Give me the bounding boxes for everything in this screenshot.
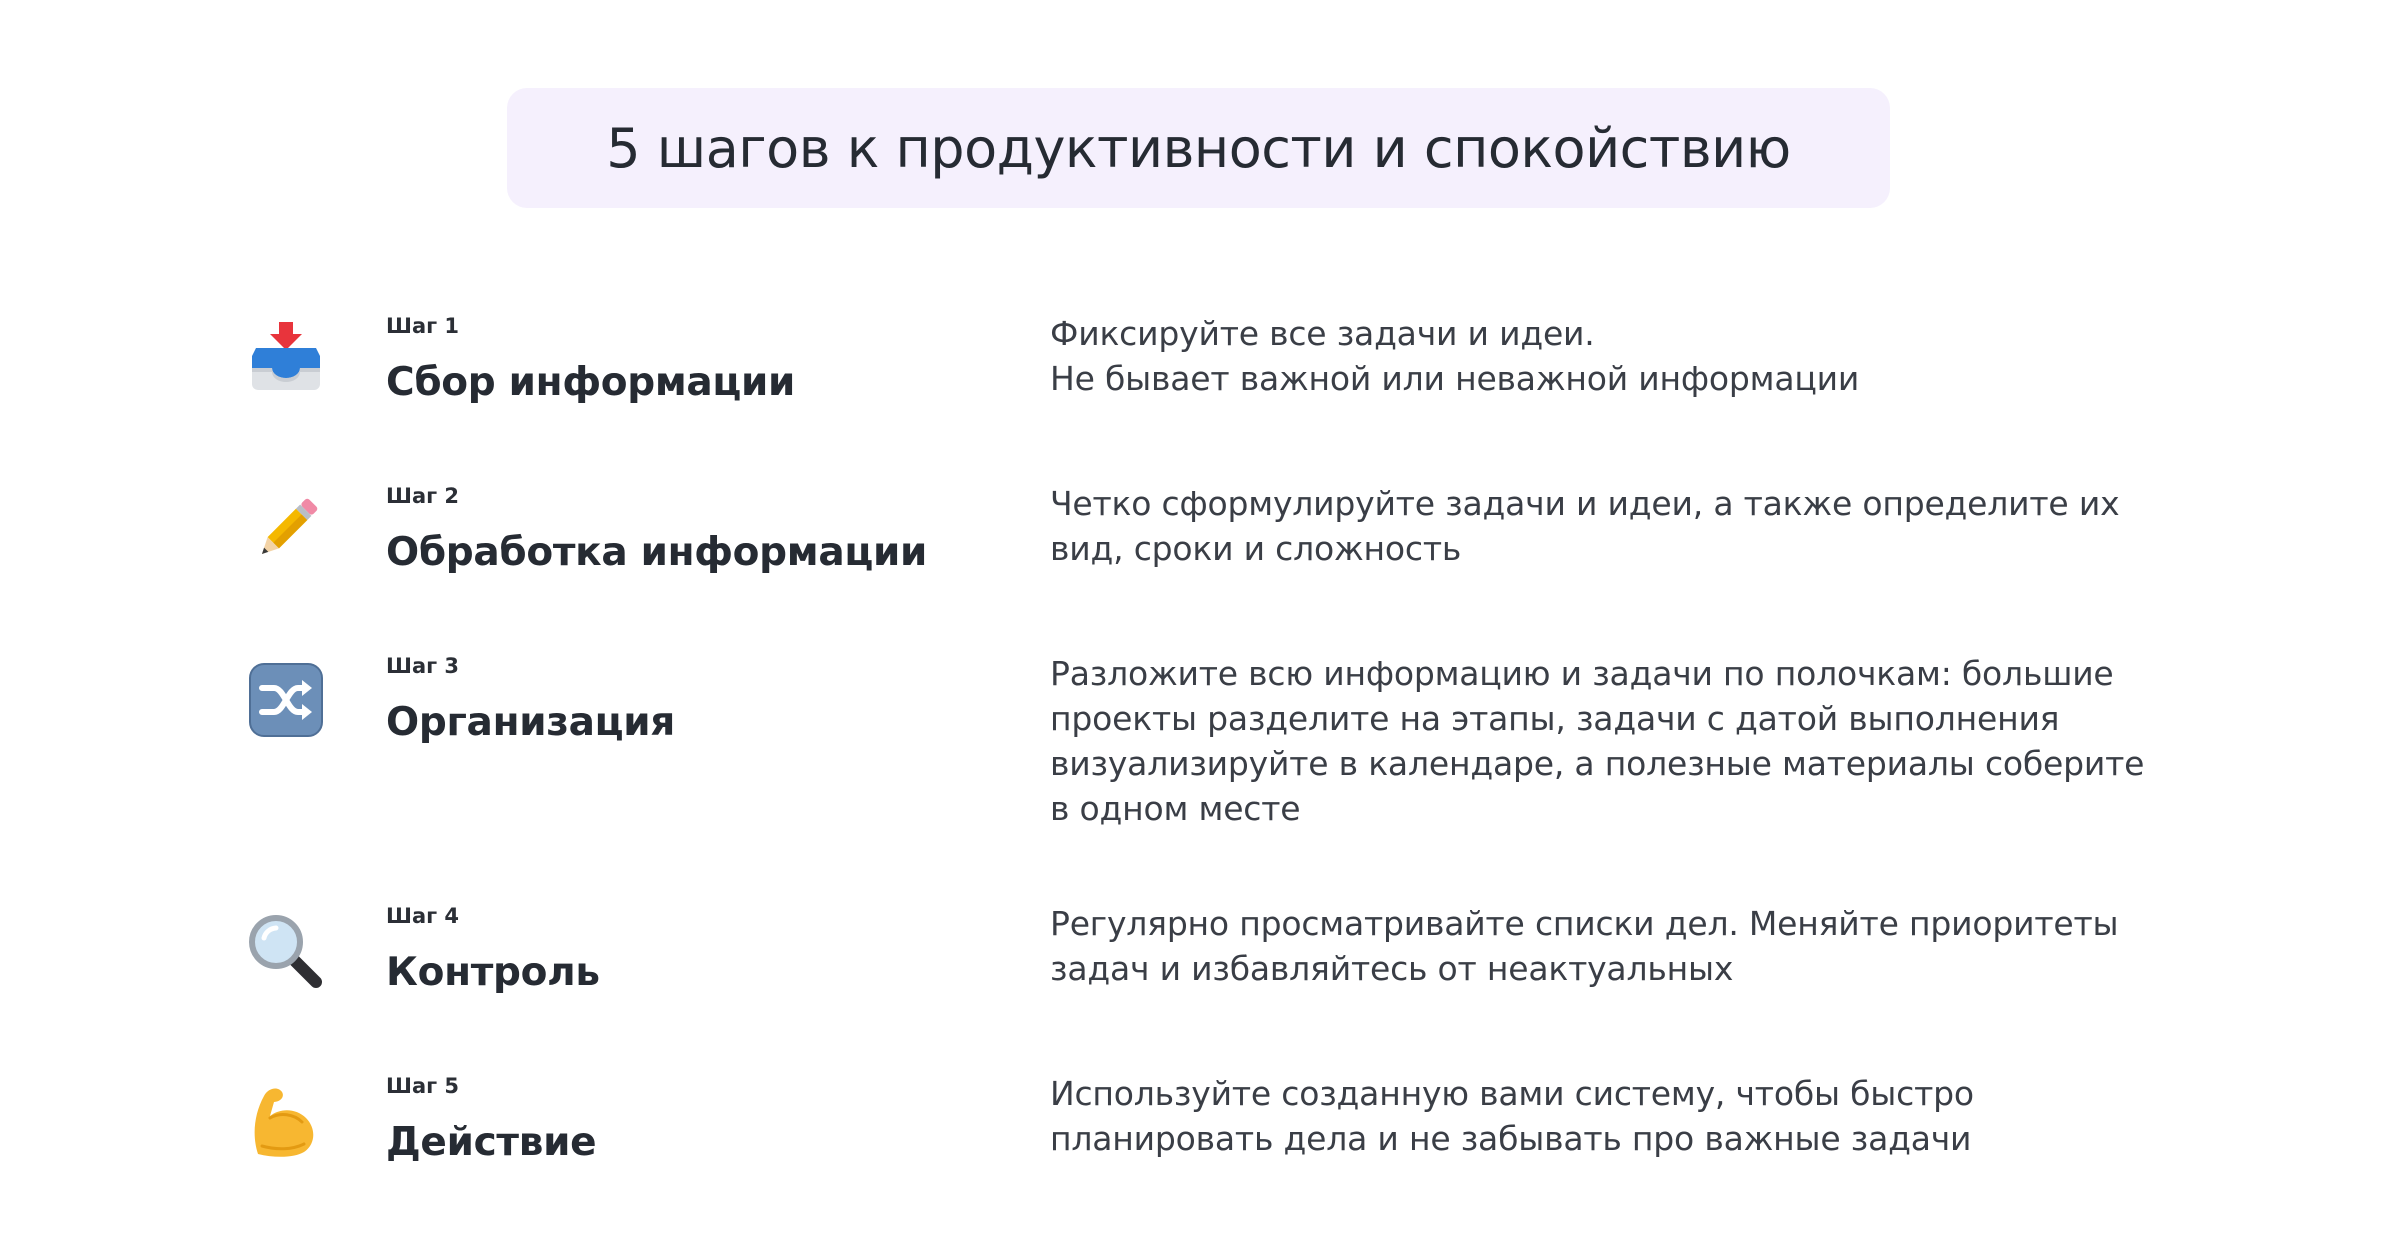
step-number: Шаг 5 xyxy=(386,1074,460,1098)
step-number: Шаг 1 xyxy=(386,314,460,338)
step-description: Используйте созданную вами систему, чтобы быстро планировать дела и не забывать про важные задачи xyxy=(1050,1074,1974,1158)
shuffle-icon xyxy=(246,660,326,740)
step-number: Шаг 2 xyxy=(386,484,460,508)
inbox-tray-icon xyxy=(246,318,326,398)
step-name: Обработка информации xyxy=(386,530,928,575)
page-title: 5 шагов к продуктивности и спокойствию xyxy=(606,116,1791,180)
step-name: Действие xyxy=(386,1120,597,1165)
step-name: Контроль xyxy=(386,950,600,995)
step-description: Фиксируйте все задачи и идеи. Не бывает важной или неважной информации xyxy=(1050,314,1860,398)
flexed-biceps-icon xyxy=(246,1080,326,1160)
step-number: Шаг 3 xyxy=(386,654,460,678)
step-number: Шаг 4 xyxy=(386,904,460,928)
pencil-icon xyxy=(246,490,326,570)
step-description: Четко сформулируйте задачи и идеи, а также определите их вид, сроки и сложность xyxy=(1050,484,2120,568)
magnifying-glass-icon xyxy=(246,912,326,992)
step-description: Разложите всю информацию и задачи по полочкам: большие проекты разделите на этапы, задачи с датой выполнения визуализируйте в календаре, а полезные материалы соберите в одном месте xyxy=(1050,654,2145,828)
title-banner xyxy=(507,88,1890,208)
step-name: Сбор информации xyxy=(386,360,796,405)
step-description: Регулярно просматривайте списки дел. Меняйте приоритеты задач и избавляйтесь от неактуальных xyxy=(1050,904,2119,988)
step-name: Организация xyxy=(386,700,675,745)
